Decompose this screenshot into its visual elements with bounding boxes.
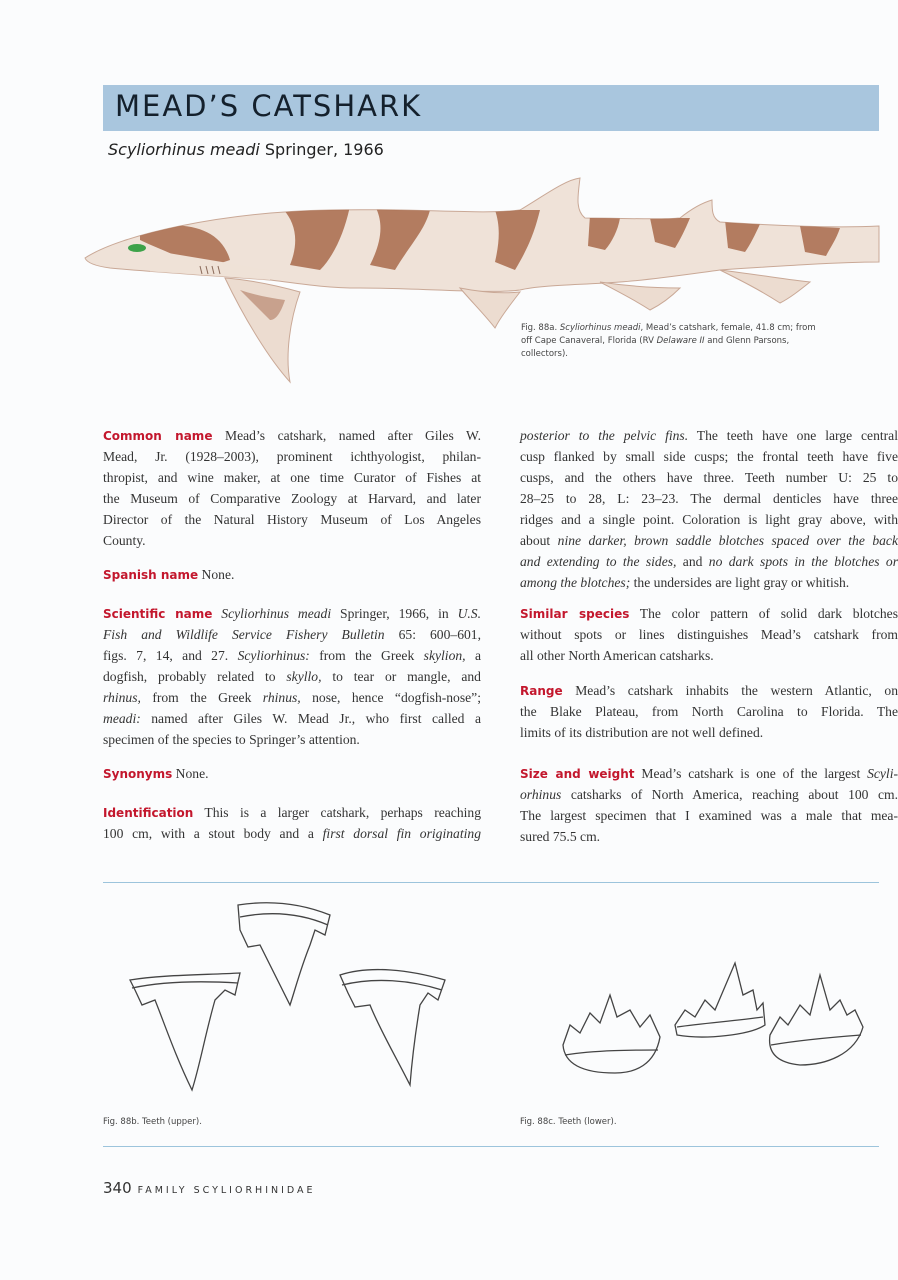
text-line: [103, 425, 481, 446]
text-line: [103, 687, 481, 708]
text-run: Delaware II: [656, 336, 705, 346]
text-run: ridges and a single point. Coloration is light gray above, with: [520, 512, 898, 527]
text-line: [520, 826, 898, 847]
text-line: [520, 488, 898, 509]
text-run: specimen of the species to Springer’s attention.: [103, 732, 360, 747]
paragraph-size-and-weight: [520, 763, 898, 847]
section-label: Identification: [103, 806, 194, 820]
paragraph-scientific-name: [103, 603, 481, 750]
text-line: [520, 645, 898, 666]
scientific-name-italic: Scyliorhinus meadi: [108, 140, 260, 159]
figure-caption-88c: Fig. 88c. Teeth (lower).: [520, 1117, 617, 1127]
text-line: [520, 805, 898, 826]
text-run: Scyliorhinus:: [237, 648, 310, 663]
text-run: The teeth have one large central: [688, 428, 898, 443]
text-run: This is a larger catshark, perhaps reaching: [193, 805, 481, 820]
text-run: Scyli-: [867, 766, 898, 781]
text-run: None.: [198, 567, 235, 582]
divider-bottom: [103, 1146, 879, 1147]
paragraph-similar-species: [520, 603, 898, 666]
text-line: [103, 488, 481, 509]
text-line: [520, 425, 898, 446]
paragraph-spanish-name: [103, 564, 481, 585]
lower-teeth-illustration: [555, 955, 879, 1105]
section-label: Common name: [103, 429, 213, 443]
figure-caption-88b: Fig. 88b. Teeth (upper).: [103, 1117, 202, 1127]
text-line: [103, 624, 481, 645]
text-line: [103, 467, 481, 488]
figure-caption-88a: [521, 322, 816, 361]
text-line: [520, 680, 898, 701]
paragraph-common-name: [103, 425, 481, 551]
text-run: limits of its distribution are not well defined.: [520, 725, 764, 740]
page-footer: [103, 1178, 316, 1197]
species-subtitle: [108, 140, 384, 159]
text-run: , Mead’s catshark, female, 41.8 cm; from: [640, 323, 816, 333]
text-line: [520, 624, 898, 645]
text-run: Mead’s catshark is one of the largest: [634, 766, 868, 781]
page-title: MEAD’S CATSHARK: [115, 89, 423, 123]
text-line: [520, 763, 898, 784]
text-run: posterior to the pelvic fins.: [520, 428, 689, 443]
text-run: catsharks of North America, reaching about 100 cm.: [561, 787, 898, 802]
text-line: [103, 729, 481, 750]
paragraph-synonyms: [103, 763, 481, 784]
text-line: [103, 530, 481, 551]
text-line: [520, 701, 898, 722]
text-run: sured 75.5 cm.: [520, 829, 601, 844]
section-label: Similar species: [520, 607, 630, 621]
text-run: collectors).: [521, 349, 568, 359]
section-label: Range: [520, 684, 563, 698]
text-line: [521, 348, 816, 361]
text-run: skylion,: [423, 648, 466, 663]
text-run: Fig. 88a.: [521, 323, 560, 333]
paragraph-range: [520, 680, 898, 743]
text-run: cusp flanked by small side cusps; the frontal teeth have five: [520, 449, 898, 464]
paragraph-identification: [103, 802, 481, 844]
text-line: [520, 603, 898, 624]
text-run: from the Greek: [309, 648, 424, 663]
text-line: [103, 708, 481, 729]
text-line: [521, 335, 816, 348]
paragraph-identification-cont: [520, 425, 898, 593]
text-run: named after Giles W. Mead Jr., who first called a: [140, 711, 481, 726]
shark-eye: [128, 244, 146, 252]
text-line: [520, 551, 898, 572]
text-line: [520, 467, 898, 488]
text-run: cusps, and the others have three. Teeth number U: 25 to: [520, 470, 898, 485]
text-run: The color pattern of solid dark blotches: [629, 606, 898, 621]
text-line: [520, 509, 898, 530]
text-run: without spots or lines distinguishes Mead’s catshark from: [520, 627, 898, 642]
text-run: meadi:: [103, 711, 141, 726]
text-run: nose, hence “dogfish-nose”;: [300, 690, 481, 705]
text-line: [520, 446, 898, 467]
text-run: all other North American catsharks.: [520, 648, 714, 663]
text-line: [520, 572, 898, 593]
text-run: among the blotches;: [520, 575, 631, 590]
text-run: and extending to the sides,: [520, 554, 677, 569]
text-run: the undersides are light gray or whitish.: [630, 575, 850, 590]
text-line: [103, 564, 481, 585]
text-run: The largest specimen that I examined was a male that mea-: [520, 808, 898, 823]
text-run: first dorsal fin originating: [322, 826, 481, 841]
text-run: 65: 600–601,: [384, 627, 481, 642]
text-line: [103, 509, 481, 530]
text-line: [520, 530, 898, 551]
text-run: dogfish, probably related to: [103, 669, 287, 684]
divider-top: [103, 882, 879, 883]
text-line: [103, 645, 481, 666]
text-run: Fish and Wildlife Service Fishery Bulletin: [103, 627, 385, 642]
text-run: figs. 7, 14, and 27.: [103, 648, 238, 663]
text-run: County.: [103, 533, 146, 548]
text-run: Scyliorhinus meadi: [221, 606, 332, 621]
text-run: Mead, Jr. (1928–2003), prominent ichthyologist, philan-: [103, 449, 481, 464]
text-run: rhinus,: [103, 690, 141, 705]
text-line: [103, 446, 481, 467]
text-run: None.: [172, 766, 209, 781]
text-run: 28–25 to 28, L: 23–23. The dermal denticles have three: [520, 491, 898, 506]
text-run: Mead’s catshark, named after Giles W.: [212, 428, 482, 443]
text-line: [103, 666, 481, 687]
text-run: about: [520, 533, 558, 548]
text-run: off Cape Canaveral, Florida (RV: [521, 336, 657, 346]
text-line: [103, 603, 481, 624]
text-run: no dark spots in the blotches or: [708, 554, 898, 569]
text-run: and Glenn Parsons,: [704, 336, 790, 346]
text-run: the Blake Plateau, from North Carolina to Florida. The: [520, 704, 898, 719]
text-run: from the Greek: [140, 690, 263, 705]
text-line: [103, 823, 481, 844]
text-run: 100 cm, with a stout body and a: [103, 826, 323, 841]
text-run: Scyliorhinus meadi: [559, 323, 641, 333]
text-run: and: [676, 554, 709, 569]
text-line: [103, 763, 481, 784]
text-run: Mead’s catshark inhabits the western Atlantic, on: [562, 683, 898, 698]
text-run: Springer, 1966, in: [331, 606, 458, 621]
text-run: the Museum of Comparative Zoology at Harvard, and later: [103, 491, 481, 506]
text-run: to tear or mangle, and: [321, 669, 481, 684]
title-bar: [103, 85, 879, 131]
text-run: thropist, and wine maker, at one time Curator of Fishes at: [103, 470, 481, 485]
text-run: rhinus,: [262, 690, 301, 705]
text-line: [103, 802, 481, 823]
text-run: Director of the Natural History Museum of Los Angeles: [103, 512, 481, 527]
section-label: Spanish name: [103, 568, 199, 582]
text-run: a: [465, 648, 481, 663]
text-run: nine darker, brown saddle blotches spaced over the back: [557, 533, 898, 548]
text-run: [212, 606, 221, 621]
text-line: [520, 722, 898, 743]
upper-teeth-illustration: [120, 895, 460, 1095]
running-section-title: FAMILY SCYLIORHINIDAE: [137, 1185, 316, 1196]
page-number: 340: [103, 1179, 132, 1197]
text-run: orhinus: [520, 787, 562, 802]
text-line: [521, 322, 816, 335]
section-label: Size and weight: [520, 767, 635, 781]
section-label: Synonyms: [103, 767, 173, 781]
text-run: skyllo,: [286, 669, 322, 684]
section-label: Scientific name: [103, 607, 213, 621]
text-run: U.S.: [457, 606, 481, 621]
author-year: Springer, 1966: [259, 140, 384, 159]
text-line: [520, 784, 898, 805]
